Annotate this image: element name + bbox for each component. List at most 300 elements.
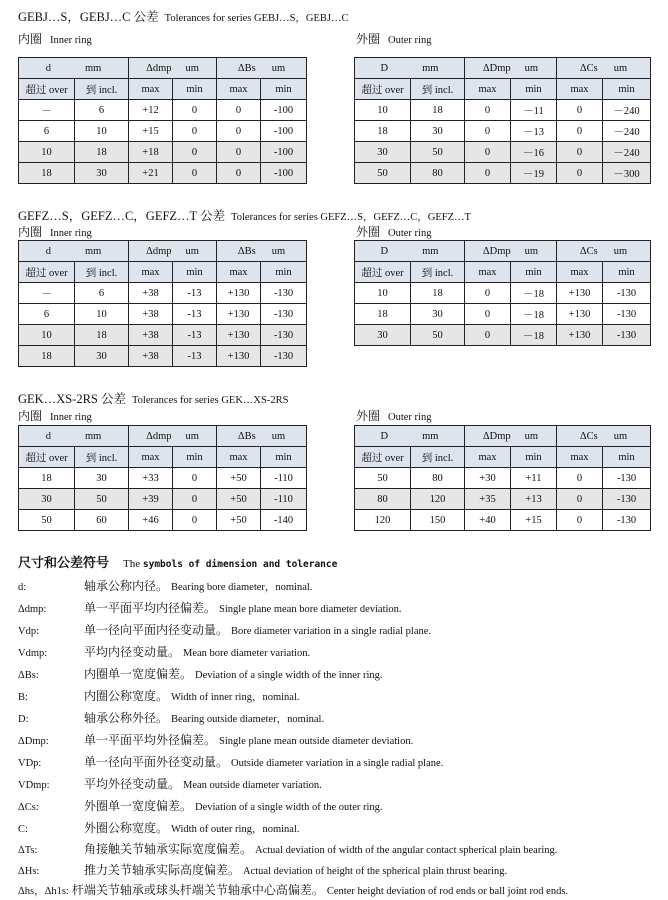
cell: -110 [261, 489, 307, 510]
table-row [355, 489, 651, 510]
section-2-inner-label [18, 223, 92, 240]
table-row [355, 304, 651, 325]
cell: 18 [355, 121, 411, 142]
dev2-header [217, 241, 307, 262]
cell: +11 [511, 468, 557, 489]
section-1-title-zh: GEBJ…S，GEBJ…C 公差 [18, 10, 159, 24]
col-min: min [603, 447, 651, 468]
cell: -13 [173, 325, 217, 346]
cell: 0 [557, 142, 603, 163]
table-row [355, 100, 651, 121]
section-1-title [18, 7, 349, 25]
col-max: max [465, 447, 511, 468]
table-row [19, 510, 307, 531]
col-max: max [557, 79, 603, 100]
definition-zh: 平均内径变动量。 [84, 645, 181, 659]
cell: +18 [129, 142, 173, 163]
dim-unit: mm [84, 245, 102, 257]
table-header-row [19, 58, 307, 79]
cell: 10 [75, 304, 129, 325]
table-row [19, 304, 307, 325]
cell: +130 [217, 304, 261, 325]
cell: +40 [465, 510, 511, 531]
cell: -130 [261, 304, 307, 325]
dev1-header [465, 241, 557, 262]
col-min: min [173, 79, 217, 100]
col-max: max [465, 262, 511, 283]
cell: 0 [173, 163, 217, 184]
cell: 80 [355, 489, 411, 510]
dev2-unit: um [271, 430, 286, 442]
cell: 60 [75, 510, 129, 531]
cell: 6 [75, 283, 129, 304]
cell: +130 [557, 325, 603, 346]
definition-symbol: ΔBs: [18, 670, 39, 681]
cell: 0 [557, 489, 603, 510]
cell: +38 [129, 283, 173, 304]
cell: 6 [19, 121, 75, 142]
cell: 50 [19, 510, 75, 531]
cell: -100 [261, 142, 307, 163]
dev1-header [465, 58, 557, 79]
dim-header [355, 241, 465, 262]
symbols-title-en [123, 558, 337, 570]
dev2-header [557, 426, 651, 447]
cell: -13 [173, 304, 217, 325]
cell: -110 [261, 468, 307, 489]
dim-unit: mm [84, 430, 102, 442]
section-3-title [18, 389, 288, 407]
cell: 0 [557, 121, 603, 142]
cell: +12 [129, 100, 173, 121]
definition-en: Single plane mean bore diameter deviation. [219, 604, 402, 615]
cell: 0 [173, 468, 217, 489]
cell: － [19, 283, 75, 304]
definition-symbol: B: [18, 692, 28, 703]
col-max: max [217, 262, 261, 283]
cell: 6 [75, 100, 129, 121]
outer-label-en: Outer ring [388, 228, 432, 239]
definition-symbol: ΔTs: [18, 845, 38, 856]
col-min: min [603, 79, 651, 100]
dev2-symbol: ΔCs [579, 430, 598, 442]
cell: 0 [217, 142, 261, 163]
col-max: max [217, 79, 261, 100]
definition-symbol: Vdp: [18, 626, 39, 637]
cell: －240 [603, 121, 651, 142]
definition-en: Bore diameter variation in a single radial plane. [231, 626, 432, 637]
definition-symbol: Vdmp: [18, 648, 48, 659]
cell: +50 [217, 510, 261, 531]
dev1-header [129, 426, 217, 447]
dev2-symbol: ΔCs [579, 245, 598, 257]
cell: 0 [173, 142, 217, 163]
cell: 80 [411, 468, 465, 489]
col-over: 超过 over [355, 262, 411, 283]
definition-en: Bearing bore diameter，nominal. [171, 582, 313, 593]
dev1-header [129, 241, 217, 262]
dev2-unit: um [613, 245, 628, 257]
section-2-title-zh: GEFZ…S，GEFZ…C，GEFZ…T 公差 [18, 209, 226, 223]
cell: -140 [261, 510, 307, 531]
col-incl: 到 incl. [411, 447, 465, 468]
cell: 30 [411, 121, 465, 142]
section-2-outer-label [356, 223, 431, 240]
outer-label-zh: 外圈 [356, 225, 381, 239]
cell: －240 [603, 142, 651, 163]
definition-zh: 外圈公称宽度。 [84, 821, 169, 835]
definition-en: Width of outer ring，nominal. [171, 824, 300, 835]
definition-symbol: VDmp: [18, 780, 50, 791]
definition-en: Width of inner ring，nominal. [171, 692, 300, 703]
dev1-header [129, 58, 217, 79]
cell: -100 [261, 121, 307, 142]
col-min: min [173, 262, 217, 283]
cell: 0 [217, 100, 261, 121]
definition-en: Deviation of a single width of the outer ring. [195, 802, 383, 813]
table-row [19, 489, 307, 510]
cell: 0 [557, 510, 603, 531]
outer-label-en: Outer ring [388, 412, 432, 423]
inner-label-en: Inner ring [50, 412, 92, 423]
section-2-title-en: Tolerances for series GEFZ…S，GEFZ…C，GEFZ…T [231, 212, 471, 223]
table-subheader-row [19, 447, 307, 468]
cell: 6 [19, 304, 75, 325]
cell: 10 [355, 100, 411, 121]
inner-label-en: Inner ring [50, 35, 92, 46]
col-max: max [129, 262, 173, 283]
dev2-unit: um [613, 62, 628, 74]
cell: -130 [261, 283, 307, 304]
definition-item [18, 840, 557, 857]
definition-symbol: ΔHs: [18, 866, 40, 877]
col-max: max [465, 79, 511, 100]
cell: +35 [465, 489, 511, 510]
dim-header [355, 426, 465, 447]
cell: -13 [173, 283, 217, 304]
cell: +15 [129, 121, 173, 142]
section-2-title [18, 206, 471, 224]
definition-zh: 单一平面平均外径偏差。 [84, 733, 217, 747]
col-incl: 到 incl. [411, 79, 465, 100]
dev1-symbol: ΔDmp [482, 62, 511, 74]
inner-label-zh: 内圈 [18, 32, 43, 46]
cell: －18 [511, 283, 557, 304]
dev2-symbol: ΔBs [237, 62, 256, 74]
definition-item [18, 753, 443, 770]
cell: 0 [465, 304, 511, 325]
definition-en: Bearing outside diameter，nominal. [171, 714, 325, 725]
cell: -130 [603, 325, 651, 346]
section-1-title-en: Tolerances for series GEBJ…S，GEBJ…C [164, 13, 349, 24]
cell: +30 [465, 468, 511, 489]
cell: 50 [411, 325, 465, 346]
cell: －240 [603, 100, 651, 121]
definition-symbol: Δdmp: [18, 604, 47, 615]
cell: 0 [465, 325, 511, 346]
definition-en: Mean outside diameter variation. [183, 780, 322, 791]
cell: 18 [411, 100, 465, 121]
definition-item [18, 775, 322, 792]
cell: 30 [75, 163, 129, 184]
table-row [355, 468, 651, 489]
dim-symbol: D [380, 245, 389, 257]
table-row [355, 283, 651, 304]
cell: 120 [411, 489, 465, 510]
section-1-outer-table [354, 57, 651, 184]
definition-zh: 杆端关节轴承或球头杆端关节轴承中心高偏差。 [71, 883, 324, 897]
table-subheader-row [355, 447, 651, 468]
cell: +50 [217, 489, 261, 510]
definition-item [18, 577, 312, 594]
cell: 18 [75, 142, 129, 163]
table-row [355, 510, 651, 531]
col-incl: 到 incl. [411, 262, 465, 283]
table-header-row [355, 58, 651, 79]
definition-item [18, 881, 568, 898]
dev1-unit: um [524, 430, 539, 442]
cell: 50 [411, 142, 465, 163]
definition-en: Center height deviation of rod ends or ball joint rod ends. [326, 886, 569, 897]
cell: +130 [217, 346, 261, 367]
col-max: max [129, 447, 173, 468]
table-subheader-row [355, 79, 651, 100]
definition-item [18, 687, 300, 704]
definition-item [18, 819, 300, 836]
outer-label-zh: 外圈 [356, 32, 381, 46]
cell: 50 [355, 468, 411, 489]
col-max: max [217, 447, 261, 468]
col-incl: 到 incl. [75, 79, 129, 100]
cell: -13 [173, 346, 217, 367]
table-row [19, 325, 307, 346]
definition-symbol: C: [18, 824, 28, 835]
cell: 80 [411, 163, 465, 184]
cell: －19 [511, 163, 557, 184]
cell: 18 [19, 468, 75, 489]
cell: 10 [19, 142, 75, 163]
cell: 0 [557, 468, 603, 489]
definition-en: Deviation of a single width of the inner ring. [195, 670, 383, 681]
definition-en: Actual deviation of height of the spherical plain thrust bearing. [243, 866, 508, 877]
table-row [19, 100, 307, 121]
section-3-outer-table [354, 425, 651, 531]
definition-symbol: ΔCs: [18, 802, 39, 813]
cell: 30 [355, 325, 411, 346]
definition-zh: 单一径向平面内径变动量。 [84, 623, 229, 637]
cell: 30 [19, 489, 75, 510]
dev1-symbol: Δdmp [146, 430, 172, 442]
cell: +38 [129, 346, 173, 367]
dev1-unit: um [185, 62, 199, 74]
inner-label-zh: 内圈 [18, 409, 43, 423]
cell: 0 [557, 100, 603, 121]
cell: -130 [603, 283, 651, 304]
definition-symbol: VDp: [18, 758, 42, 769]
col-min: min [261, 79, 307, 100]
section-1-inner-table [18, 57, 307, 184]
table-row [355, 121, 651, 142]
dim-header [19, 426, 129, 447]
dim-symbol: D [380, 62, 389, 74]
dim-unit: mm [422, 430, 439, 442]
cell: 150 [411, 510, 465, 531]
table-row [19, 142, 307, 163]
cell: 0 [465, 163, 511, 184]
col-min: min [511, 262, 557, 283]
dev1-unit: um [524, 245, 539, 257]
cell: +39 [129, 489, 173, 510]
cell: -130 [603, 304, 651, 325]
col-min: min [173, 447, 217, 468]
cell: 30 [75, 346, 129, 367]
cell: -100 [261, 163, 307, 184]
cell: +46 [129, 510, 173, 531]
dev2-header [217, 426, 307, 447]
cell: 10 [75, 121, 129, 142]
cell: 0 [173, 121, 217, 142]
table-row [19, 346, 307, 367]
dev2-header [557, 58, 651, 79]
definition-zh: 推力关节轴承实际高度偏差。 [84, 863, 241, 877]
cell: 0 [217, 121, 261, 142]
section-2-outer-table [354, 240, 651, 346]
table-row [355, 325, 651, 346]
definition-symbol: d: [18, 582, 27, 593]
inner-label-zh: 内圈 [18, 225, 43, 239]
cell: －300 [603, 163, 651, 184]
dim-unit: mm [422, 245, 439, 257]
cell: +130 [557, 283, 603, 304]
dim-header [355, 58, 465, 79]
cell: 0 [465, 121, 511, 142]
definition-zh: 外圈单一宽度偏差。 [84, 799, 193, 813]
dim-unit: mm [422, 62, 439, 74]
cell: 30 [355, 142, 411, 163]
definition-item [18, 709, 324, 726]
col-over: 超过 over [355, 79, 411, 100]
section-3-inner-table [18, 425, 307, 531]
definition-item [18, 643, 310, 660]
dim-symbol: d [45, 62, 51, 74]
col-max: max [129, 79, 173, 100]
cell: +50 [217, 468, 261, 489]
definition-item [18, 621, 431, 638]
dev2-symbol: ΔBs [237, 245, 256, 257]
definition-item [18, 797, 383, 814]
section-3-title-zh: GEK…XS-2RS 公差 [18, 392, 126, 406]
table-header-row [19, 426, 307, 447]
col-max: max [557, 262, 603, 283]
col-min: min [261, 262, 307, 283]
cell: -130 [603, 468, 651, 489]
section-1-inner-label [18, 30, 92, 47]
definition-zh: 内圈公称宽度。 [84, 689, 169, 703]
dev2-unit: um [271, 245, 286, 257]
cell: +130 [217, 283, 261, 304]
dev1-symbol: ΔDmp [482, 245, 511, 257]
table-subheader-row [355, 262, 651, 283]
cell: -130 [603, 510, 651, 531]
table-row [19, 163, 307, 184]
cell: －18 [511, 325, 557, 346]
cell: 10 [355, 283, 411, 304]
symbols-title-zh: 尺寸和公差符号 [18, 555, 110, 570]
cell: 50 [75, 489, 129, 510]
cell: +38 [129, 325, 173, 346]
dev1-header [465, 426, 557, 447]
outer-label-zh: 外圈 [356, 409, 381, 423]
inner-label-en: Inner ring [50, 228, 92, 239]
cell: +38 [129, 304, 173, 325]
symbols-title-prefix: The [123, 558, 141, 570]
cell: 18 [19, 346, 75, 367]
cell: 50 [355, 163, 411, 184]
definition-item [18, 731, 413, 748]
cell: －13 [511, 121, 557, 142]
col-over: 超过 over [19, 447, 75, 468]
cell: +13 [511, 489, 557, 510]
symbols-title [18, 552, 337, 571]
cell: +21 [129, 163, 173, 184]
definition-zh: 单一平面平均内径偏差。 [84, 601, 217, 615]
cell: 18 [411, 283, 465, 304]
cell: 30 [411, 304, 465, 325]
table-header-row [355, 426, 651, 447]
table-row [19, 121, 307, 142]
definition-zh: 平均外径变动量。 [84, 777, 181, 791]
definition-symbol: ΔDmp: [18, 736, 49, 747]
symbols-title-rest: symbols of dimension and tolerance [142, 559, 338, 570]
table-header-row [355, 241, 651, 262]
cell: 30 [75, 468, 129, 489]
definition-item [18, 599, 402, 616]
cell: +33 [129, 468, 173, 489]
dev2-unit: um [271, 62, 286, 74]
definition-zh: 内圈单一宽度偏差。 [84, 667, 193, 681]
col-over: 超过 over [355, 447, 411, 468]
dim-header [19, 241, 129, 262]
cell: 0 [173, 510, 217, 531]
definition-zh: 角接触关节轴承实际宽度偏差。 [84, 842, 253, 856]
table-subheader-row [19, 79, 307, 100]
cell: -130 [261, 325, 307, 346]
dev1-unit: um [185, 430, 199, 442]
col-max: max [557, 447, 603, 468]
cell: 0 [173, 100, 217, 121]
cell: － [19, 100, 75, 121]
definition-symbol: D: [18, 714, 29, 725]
cell: 0 [217, 163, 261, 184]
col-over: 超过 over [19, 79, 75, 100]
cell: 18 [19, 163, 75, 184]
cell: 0 [173, 489, 217, 510]
cell: 0 [465, 142, 511, 163]
col-min: min [511, 79, 557, 100]
outer-label-en: Outer ring [388, 35, 432, 46]
cell: +130 [217, 325, 261, 346]
col-min: min [603, 262, 651, 283]
dev2-header [217, 58, 307, 79]
cell: -130 [603, 489, 651, 510]
section-3-inner-label [18, 407, 92, 424]
dev1-unit: um [524, 62, 539, 74]
table-row [355, 142, 651, 163]
col-min: min [261, 447, 307, 468]
dev1-symbol: Δdmp [146, 62, 172, 74]
dev1-symbol: Δdmp [146, 245, 172, 257]
cell: -100 [261, 100, 307, 121]
